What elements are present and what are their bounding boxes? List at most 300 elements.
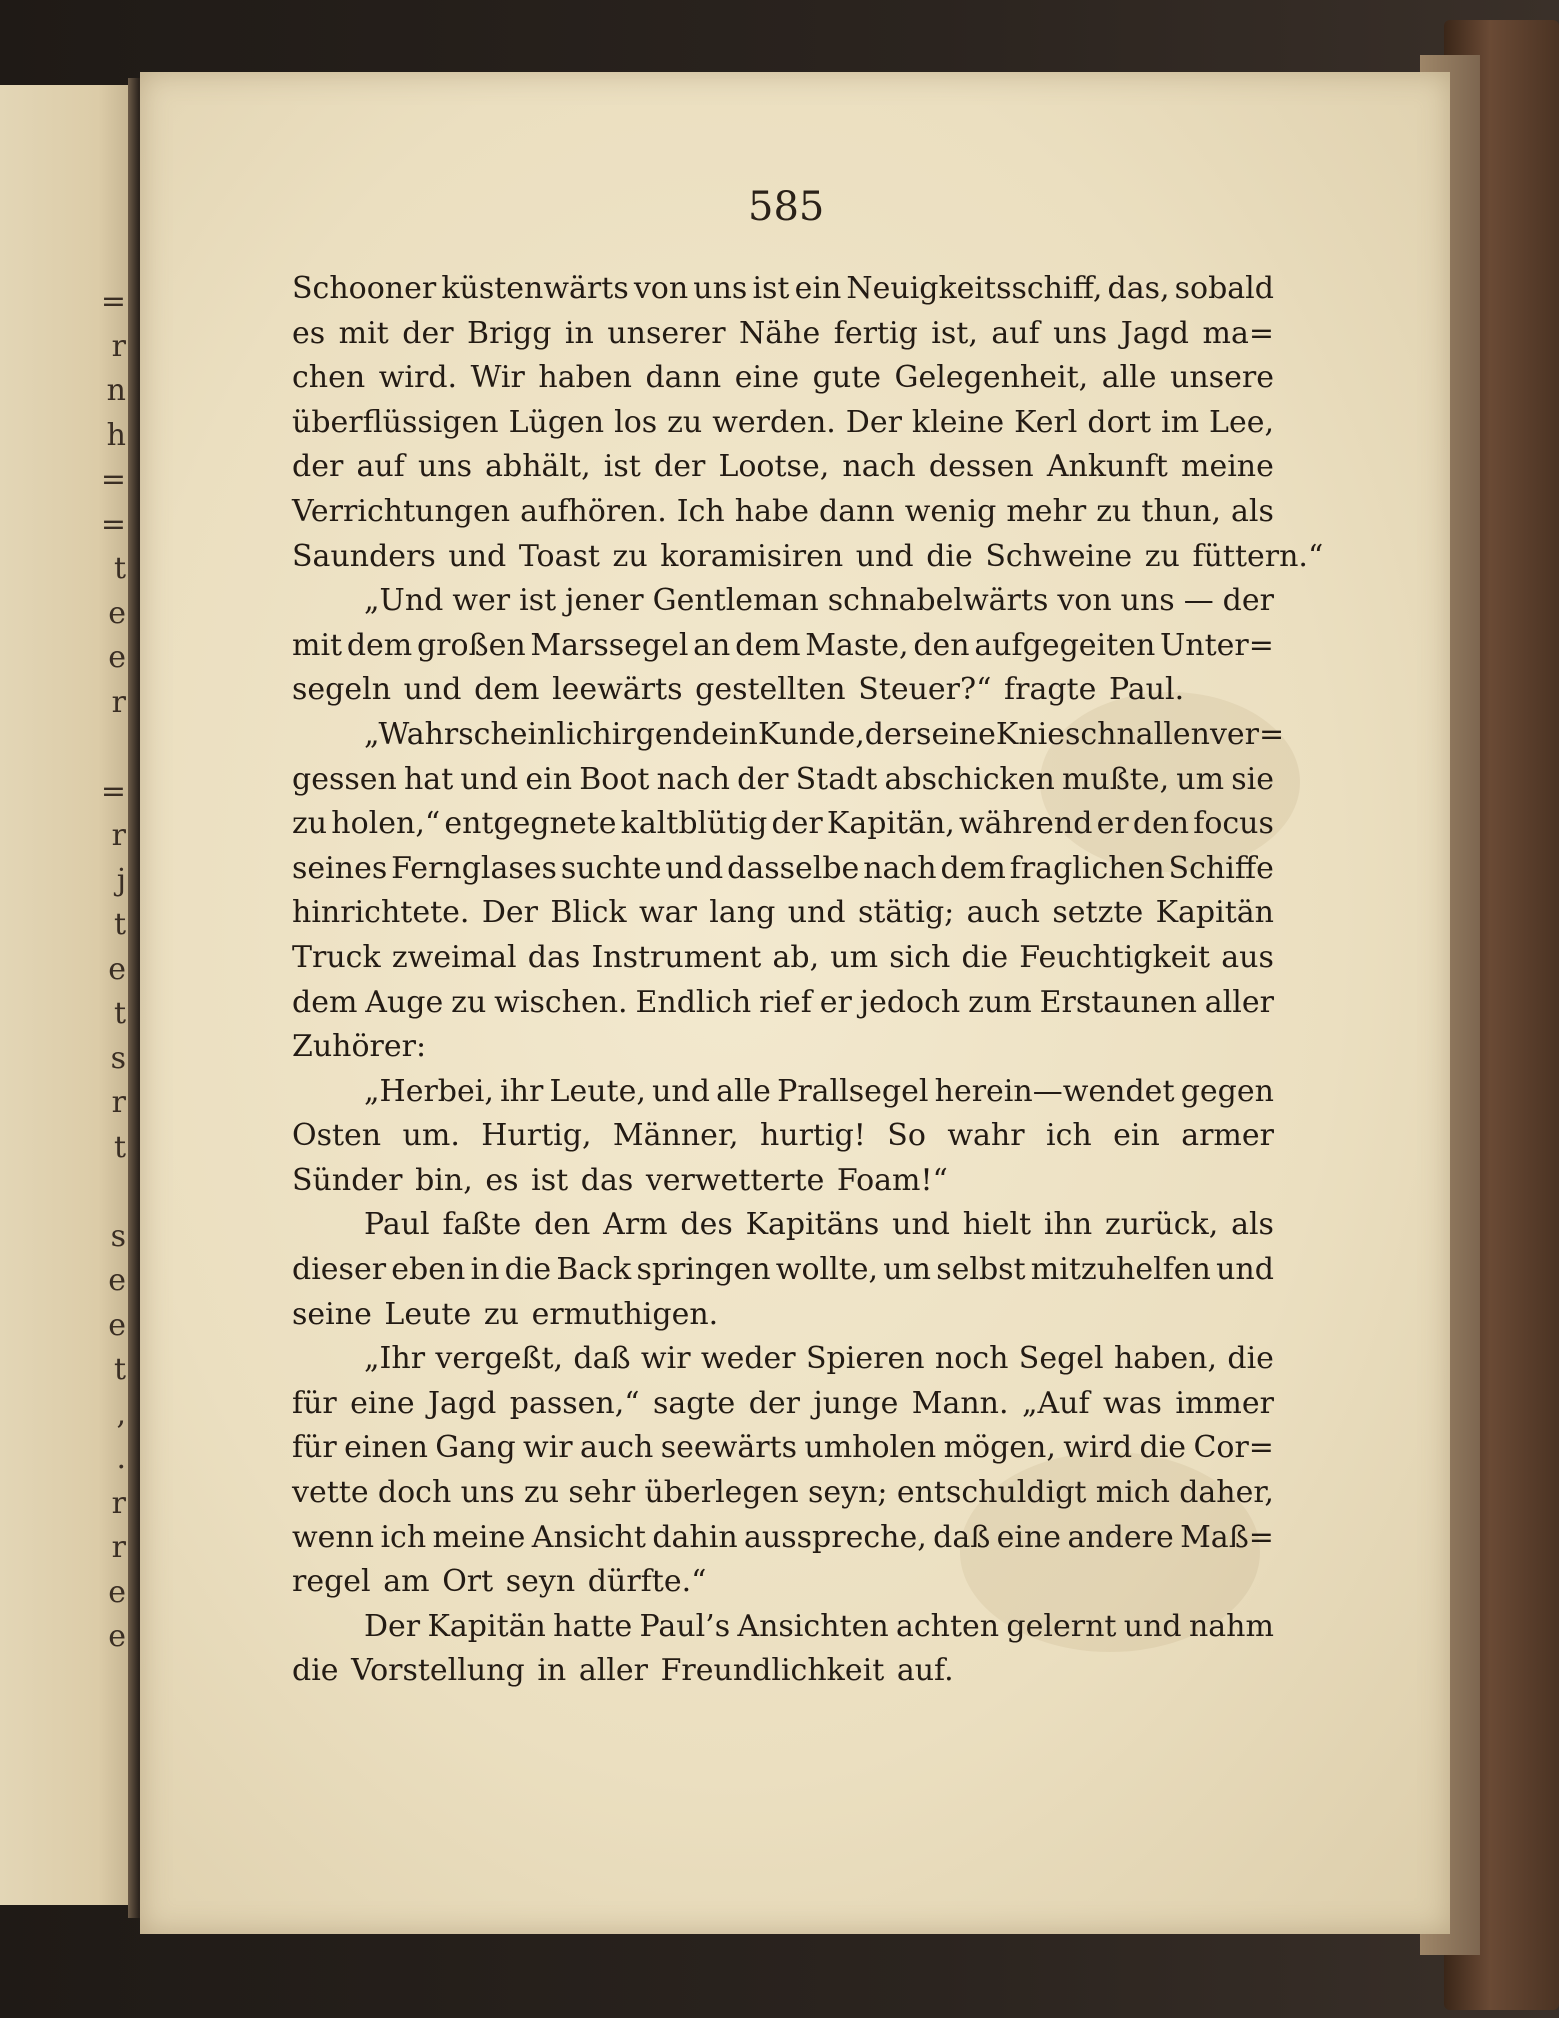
word: Back	[556, 1252, 632, 1288]
word: ich	[380, 1519, 427, 1555]
margin-fragment	[96, 1170, 126, 1215]
word: er	[819, 984, 852, 1020]
word: den	[913, 627, 970, 663]
word: Ankunft	[1046, 449, 1168, 485]
word: jener	[565, 583, 644, 619]
word: und	[787, 895, 846, 931]
margin-fragment: e	[108, 1307, 126, 1343]
word: habe	[734, 493, 809, 529]
word: und	[460, 761, 519, 797]
word: von	[633, 271, 689, 306]
word: ein	[794, 271, 842, 306]
margin-fragment: r	[111, 1485, 126, 1521]
word: wischen.	[494, 984, 628, 1020]
word: abhält,	[485, 449, 591, 485]
word: wer	[452, 583, 511, 619]
word: das,	[1107, 271, 1170, 306]
word: vette	[292, 1475, 369, 1511]
word: irgend	[611, 716, 712, 752]
word: —	[1183, 583, 1214, 619]
word: setzte	[1052, 895, 1144, 931]
word: Osten	[292, 1118, 382, 1154]
text-line	[292, 1248, 1274, 1293]
word: Männer,	[612, 1118, 739, 1154]
word: auf	[356, 449, 405, 485]
word: seines	[292, 850, 388, 886]
word: von	[1057, 583, 1112, 619]
word: zu	[451, 984, 487, 1020]
word: hielt	[962, 1207, 1032, 1243]
word: füttern.“	[1192, 538, 1324, 574]
text-line	[292, 1516, 1274, 1561]
word: als	[1231, 1207, 1274, 1243]
word: immer	[1175, 1385, 1274, 1421]
margin-fragment: e	[108, 1574, 126, 1610]
word: zweimal	[391, 939, 517, 975]
margin-fragment: r	[111, 818, 126, 853]
word: Auge	[365, 984, 444, 1020]
word: Schweine	[985, 538, 1133, 574]
word: war	[639, 895, 697, 931]
word: zu	[483, 1296, 519, 1332]
word: Verrichtungen	[292, 493, 511, 529]
word: und	[448, 538, 507, 574]
margin-fragment	[96, 725, 126, 770]
word: kleine	[911, 404, 1005, 440]
word: Der	[845, 404, 902, 440]
text-line	[292, 579, 1274, 624]
word: ist,	[931, 315, 978, 351]
word: ein	[1113, 1118, 1160, 1154]
word: in	[564, 315, 594, 351]
word: dahin	[652, 1519, 738, 1555]
text-line	[292, 936, 1274, 981]
word: der	[771, 806, 823, 842]
left-page-fragment	[0, 85, 140, 1905]
text-line	[292, 1114, 1274, 1159]
margin-fragment: r	[111, 684, 126, 720]
word: segeln	[292, 672, 392, 708]
word: es	[292, 315, 326, 351]
margin-fragment: e	[108, 595, 126, 631]
word: die	[961, 939, 1009, 975]
margin-fragment: t	[113, 1129, 126, 1165]
word: es	[485, 1162, 519, 1198]
word: koramisiren	[660, 538, 844, 574]
word: ihn	[1043, 1207, 1093, 1243]
word: „Und	[364, 583, 444, 619]
word: chen	[292, 360, 366, 396]
word: wollte,	[775, 1252, 879, 1288]
word: wird.	[378, 360, 458, 396]
word: zum	[968, 984, 1032, 1020]
word: auch	[966, 895, 1040, 931]
word: jedoch	[859, 984, 961, 1020]
word: dessen	[928, 449, 1034, 485]
text-line	[292, 802, 1274, 847]
word: und	[1123, 1608, 1182, 1644]
book-page	[140, 72, 1450, 1934]
word: ein	[711, 716, 758, 752]
word: „Wahrscheinlich	[364, 716, 612, 752]
word: die	[926, 538, 973, 574]
word: lang	[709, 895, 776, 931]
word: die	[1139, 1430, 1187, 1466]
word: aufgegeiten	[974, 627, 1156, 663]
word: den	[534, 1207, 591, 1243]
text-line	[292, 847, 1274, 892]
margin-fragment: s	[110, 1218, 126, 1254]
word: Truck	[292, 939, 381, 975]
word: daß	[933, 1519, 991, 1555]
text-line	[292, 1382, 1274, 1427]
word: Ansichten	[737, 1608, 889, 1644]
word: und	[665, 850, 724, 886]
word: verwetterte	[645, 1162, 825, 1198]
word: Gelegenheit,	[894, 360, 1089, 396]
word: der	[748, 1385, 801, 1421]
word: Zuhörer:	[292, 1029, 427, 1065]
text-line	[292, 1649, 1274, 1694]
word: passen,“	[509, 1385, 640, 1421]
word: dem	[292, 984, 358, 1020]
word: noch	[934, 1341, 1009, 1377]
word: Gentleman	[652, 583, 819, 619]
text-line	[292, 1426, 1274, 1471]
text-line	[292, 668, 1274, 713]
word: gestellten	[695, 672, 846, 708]
word: rief	[759, 984, 812, 1020]
word: an	[693, 627, 731, 663]
word: aufhören.	[520, 493, 667, 529]
margin-fragment: n	[106, 373, 126, 408]
margin-fragment: r	[111, 1085, 126, 1120]
margin-fragment: r	[111, 1530, 126, 1565]
word: Jagd	[1120, 315, 1190, 351]
word: Stadt	[795, 761, 878, 797]
word: wenig	[904, 493, 997, 529]
word: Kapitän	[1155, 895, 1274, 931]
margin-fragment: s	[110, 1040, 126, 1076]
word: thun,	[1141, 493, 1221, 529]
word: suchte	[560, 850, 662, 886]
margin-fragment: .	[116, 1441, 126, 1476]
word: das	[580, 1162, 634, 1198]
word: Ort	[442, 1564, 494, 1600]
word: fertig	[833, 315, 918, 351]
word: wir	[523, 1430, 573, 1466]
word: Prallsegel	[777, 1073, 929, 1109]
word: nach	[842, 449, 916, 485]
word: los	[614, 404, 658, 440]
text-line	[292, 1203, 1274, 1248]
text-line	[292, 535, 1324, 580]
word: der	[402, 315, 454, 351]
word: Arm	[603, 1207, 668, 1243]
word: Freundlichkeit	[660, 1653, 885, 1689]
word: achten	[895, 1608, 1000, 1644]
word: wir	[640, 1341, 691, 1377]
word: andere	[1067, 1519, 1174, 1555]
word: auf.	[896, 1653, 954, 1689]
word: Paul’s	[639, 1608, 731, 1644]
word: Wir	[470, 360, 525, 396]
word: „Ihr	[364, 1341, 426, 1377]
word: dasselbe	[727, 850, 860, 886]
text-line	[292, 1560, 1274, 1605]
word: für	[292, 1430, 337, 1466]
word: Maste,	[805, 627, 909, 663]
word: ver=	[1209, 716, 1285, 752]
text-line	[292, 758, 1274, 803]
word: die	[1227, 1341, 1274, 1377]
word: für	[292, 1385, 337, 1421]
word: umholen	[804, 1430, 937, 1466]
word: um.	[402, 1118, 460, 1154]
word: stätig;	[857, 895, 955, 931]
word: hinrichtete.	[292, 895, 470, 931]
margin-fragment: t	[113, 551, 126, 586]
word: zu	[612, 538, 648, 574]
word: nahm	[1188, 1608, 1274, 1644]
word: Foam!“	[836, 1162, 948, 1198]
word: uns	[417, 449, 472, 485]
word: ich	[1045, 1118, 1092, 1154]
word: eine	[350, 1385, 415, 1421]
word: Steuer?“	[858, 672, 992, 708]
word: zu	[292, 806, 328, 842]
word: Brigg	[467, 315, 552, 351]
word: haben,	[1113, 1341, 1218, 1377]
word: auch	[580, 1430, 654, 1466]
margin-fragment: j	[116, 862, 126, 898]
word: selbst	[936, 1252, 1026, 1288]
word: dann	[818, 493, 895, 529]
word: der	[1222, 583, 1274, 619]
margin-fragment: =	[100, 506, 126, 542]
word: im	[1161, 404, 1200, 440]
word: daß	[573, 1341, 631, 1377]
text-line	[292, 981, 1274, 1026]
margin-fragment: t	[113, 996, 126, 1031]
word: sobald	[1174, 271, 1274, 306]
text-line	[292, 891, 1274, 936]
word: Kapitän	[427, 1608, 546, 1644]
word: junge	[813, 1385, 899, 1421]
margin-fragment: =	[100, 773, 126, 809]
word: entschuldigt	[896, 1475, 1087, 1511]
word: mitzuhelfen	[1030, 1252, 1211, 1288]
word: daher,	[1179, 1475, 1274, 1511]
word: er	[1096, 806, 1129, 842]
text-line	[292, 1471, 1274, 1516]
word: Leute	[384, 1296, 472, 1332]
word: Neuigkeitsschiff,	[846, 271, 1103, 306]
word: in	[537, 1653, 567, 1689]
word: auf	[991, 315, 1040, 351]
word: vergeßt,	[435, 1341, 564, 1377]
word: sagte	[653, 1385, 736, 1421]
word: unserer	[607, 315, 726, 351]
text-line	[292, 1070, 1274, 1115]
word: faßte	[442, 1207, 522, 1243]
word: dem	[735, 627, 801, 663]
word: und	[403, 672, 462, 708]
text-line	[292, 1025, 1274, 1070]
word: meine	[432, 1519, 526, 1555]
margin-fragment: e	[108, 1263, 126, 1298]
word: ausspreche,	[744, 1519, 927, 1555]
word: leewärts	[552, 672, 683, 708]
word: den	[1132, 806, 1190, 842]
word: um	[1176, 761, 1225, 797]
word: uns	[460, 1475, 515, 1511]
word: So	[887, 1118, 926, 1154]
word: Knieschnallen	[995, 716, 1210, 752]
word: Boot	[579, 761, 650, 797]
word: zu	[1096, 493, 1132, 529]
word: seine	[916, 716, 996, 752]
word: küstenwärts	[441, 271, 629, 306]
word: werden.	[712, 404, 836, 440]
word: aus	[1221, 939, 1274, 975]
word: seyn;	[808, 1475, 888, 1511]
word: entgegnete	[444, 806, 617, 842]
word: abschicken	[884, 761, 1055, 797]
word: haben	[538, 360, 632, 396]
word: zu	[1144, 538, 1180, 574]
margin-fragment: t	[113, 1352, 126, 1387]
word: Marssegel	[530, 627, 689, 663]
word: zu	[523, 1475, 560, 1511]
word: wenn	[292, 1519, 375, 1555]
word: ihr	[500, 1073, 544, 1109]
word: mit	[292, 627, 343, 663]
text-line	[292, 356, 1274, 401]
word: ab,	[772, 939, 820, 975]
word: und	[855, 538, 914, 574]
word: mehr	[1006, 493, 1087, 529]
word: Paul.	[1108, 672, 1185, 708]
word: am	[383, 1564, 430, 1600]
text-line	[292, 312, 1274, 357]
text-line	[292, 1159, 1274, 1204]
word: Maß=	[1180, 1519, 1274, 1555]
word: sehr	[568, 1475, 636, 1511]
word: „Auf	[1021, 1385, 1090, 1421]
word: Cor=	[1193, 1430, 1274, 1466]
word: weder	[700, 1341, 796, 1377]
margin-fragment: ,	[116, 1396, 126, 1432]
word: einen	[344, 1430, 428, 1466]
word: uns	[1053, 315, 1108, 351]
margin-fragment: e	[108, 951, 126, 987]
word: gegen	[1180, 1073, 1274, 1109]
word: dem	[346, 627, 413, 663]
word: armer	[1181, 1118, 1274, 1154]
word: überflüssigen	[292, 404, 499, 440]
word: unsere	[1170, 360, 1274, 396]
word: eben	[391, 1252, 466, 1288]
word: dem	[940, 850, 1006, 886]
word: Lee,	[1209, 404, 1274, 440]
word: dürfte.“	[587, 1564, 707, 1600]
word: sich	[889, 939, 951, 975]
word: uns	[693, 271, 748, 306]
word: schnabelwärts	[827, 583, 1049, 619]
word: ma=	[1202, 315, 1274, 351]
word: Jagd	[428, 1385, 497, 1421]
word: mußte,	[1061, 761, 1170, 797]
word: Saunders	[292, 538, 436, 574]
word: regel	[292, 1564, 371, 1600]
word: Ansicht	[531, 1519, 646, 1555]
body-text	[292, 267, 1324, 1694]
word: hat	[403, 761, 454, 797]
word: ist	[752, 271, 790, 306]
word: Erstaunen	[1039, 984, 1197, 1020]
word: zu	[667, 404, 703, 440]
word: gute	[812, 360, 882, 396]
word: herein—wendet	[934, 1073, 1175, 1109]
margin-fragment: h	[106, 417, 126, 453]
word: Schooner	[292, 271, 437, 306]
word: hurtig!	[759, 1118, 866, 1154]
word: wahr	[947, 1118, 1025, 1154]
word: Ich	[676, 493, 725, 529]
word: Segel	[1018, 1341, 1104, 1377]
word: Lügen	[508, 404, 605, 440]
word: sie	[1231, 761, 1274, 797]
word: focus	[1193, 806, 1274, 842]
word: nach	[863, 850, 937, 886]
margin-fragment: =	[100, 462, 126, 497]
word: mich	[1095, 1475, 1170, 1511]
word: wird	[1063, 1430, 1133, 1466]
word: bin,	[415, 1162, 473, 1198]
word: Der	[364, 1608, 421, 1644]
word: gessen	[292, 761, 397, 797]
word: Kunde,	[757, 716, 865, 752]
word: meine	[1181, 449, 1274, 485]
word: Kerl	[1014, 404, 1078, 440]
word: Nähe	[739, 315, 821, 351]
word: großen	[416, 627, 526, 663]
word: alle	[716, 1073, 771, 1109]
word: um	[830, 939, 879, 975]
text-line	[292, 1293, 1274, 1338]
word: und	[892, 1207, 950, 1243]
text-line	[292, 445, 1274, 490]
word: holen,“	[331, 806, 441, 842]
word: Spieren	[806, 1341, 925, 1377]
text-line	[292, 624, 1274, 669]
word: das	[527, 939, 581, 975]
word: der	[737, 761, 789, 797]
word: die	[292, 1653, 339, 1689]
word: Mann.	[911, 1385, 1009, 1421]
text-line	[292, 401, 1274, 446]
margin-fragment: =	[100, 284, 126, 319]
margin-fragment: e	[108, 640, 126, 675]
page-number: 585	[748, 184, 825, 230]
text-line	[292, 490, 1274, 535]
word: Kapitän,	[826, 806, 955, 842]
word: uns	[1120, 583, 1175, 619]
word: in	[470, 1252, 500, 1288]
word: aller	[578, 1653, 648, 1689]
word: und	[652, 1073, 710, 1109]
